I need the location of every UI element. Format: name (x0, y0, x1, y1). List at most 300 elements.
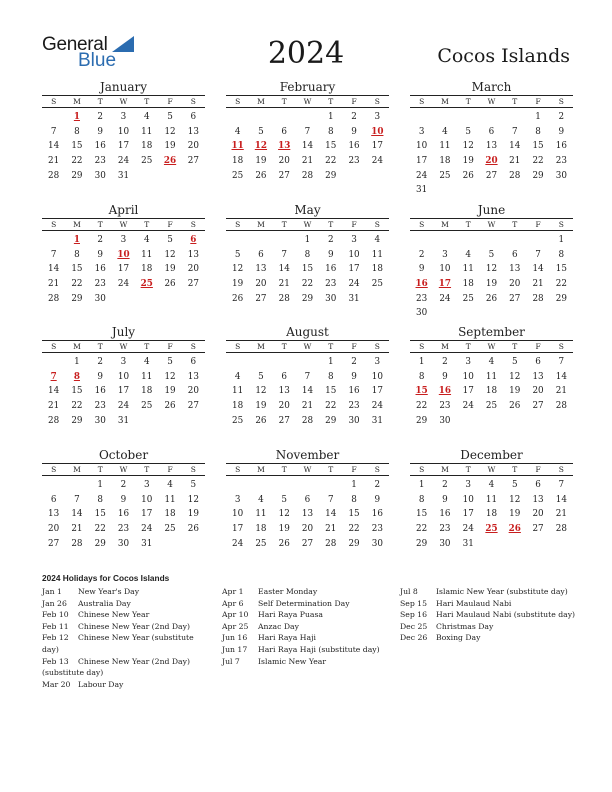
week-row (226, 355, 389, 370)
day-cell: 10 (117, 249, 130, 260)
day-cell: 2 (97, 357, 103, 367)
weekday-label: M (257, 97, 265, 106)
weekday-label: W (303, 342, 312, 351)
holiday-date: Feb 11 (42, 621, 69, 631)
day-cell: 17 (416, 156, 428, 167)
day-cell: 22 (301, 279, 314, 290)
day-cell: 22 (94, 524, 106, 535)
day-cell: 30 (348, 415, 360, 426)
day-cell: 13 (255, 264, 267, 275)
holiday-date: Jan 26 (42, 598, 67, 608)
weekday-header (226, 463, 389, 476)
day-cell: 19 (187, 509, 199, 520)
week-row (226, 370, 389, 385)
day-cell: 23 (117, 524, 130, 535)
day-cell: 20 (301, 524, 314, 535)
weekday-label: S (235, 342, 241, 351)
day-cell: 22 (325, 156, 337, 167)
weekday-label: T (465, 342, 471, 351)
day-cell: 26 (232, 293, 244, 304)
empty-day-cell (503, 414, 526, 429)
week-rows (42, 355, 205, 428)
day-cell: 12 (164, 249, 176, 260)
weekday-label: M (73, 465, 81, 474)
day-cell: 7 (304, 371, 311, 382)
day-cell: 15 (555, 264, 567, 275)
day-cell: 23 (416, 293, 428, 304)
day-cell: 3 (442, 249, 448, 260)
day-cell: 16 (325, 264, 337, 275)
day-cell: 27 (187, 156, 199, 167)
day-cell: 14 (48, 264, 60, 275)
week-row (226, 384, 389, 399)
month-name: August (286, 325, 329, 339)
day-cell: 5 (258, 126, 264, 137)
weekday-label: S (419, 220, 425, 229)
day-cell: 7 (50, 371, 57, 382)
day-cell: 30 (325, 293, 337, 304)
holiday-name: Labour Day (78, 679, 124, 689)
holiday-item (222, 644, 394, 656)
month-june (410, 203, 573, 321)
day-cell: 22 (71, 401, 83, 412)
week-rows (226, 478, 389, 551)
empty-day-cell (158, 169, 181, 184)
empty-day-cell (42, 355, 65, 370)
day-cell: 4 (143, 235, 150, 245)
week-row (226, 399, 389, 414)
day-cell: 31 (117, 170, 130, 181)
day-cell: 1 (418, 480, 425, 490)
week-row (226, 478, 389, 493)
day-cell: 27 (48, 538, 60, 549)
day-cell: 20 (255, 279, 267, 290)
day-cell: 1 (558, 235, 565, 245)
week-row (226, 292, 389, 307)
day-cell: 19 (255, 156, 267, 167)
week-row (42, 493, 205, 508)
holiday-item (222, 656, 394, 668)
week-row (42, 414, 205, 429)
day-cell: 2 (351, 357, 357, 367)
day-cell: 20 (485, 156, 498, 167)
day-cell: 3 (143, 480, 150, 490)
day-cell: 5 (511, 480, 518, 490)
day-cell: 4 (442, 126, 448, 137)
week-row (42, 355, 205, 370)
day-cell: 8 (97, 494, 103, 505)
day-cell: 25 (164, 524, 176, 535)
empty-day-cell (135, 414, 158, 429)
day-cell: 18 (462, 279, 474, 290)
day-cell: 18 (439, 156, 451, 167)
month-name: May (294, 203, 321, 217)
holiday-date: Apr 6 (222, 598, 244, 608)
day-cell: 31 (416, 185, 428, 196)
weekday-label: M (73, 220, 81, 229)
day-cell: 8 (304, 249, 311, 260)
day-cell: 22 (416, 524, 428, 535)
weekday-label: S (190, 342, 196, 351)
day-cell: 20 (48, 524, 60, 535)
day-cell: 1 (97, 480, 103, 490)
day-cell: 14 (325, 509, 337, 520)
day-cell: 18 (141, 386, 153, 397)
day-cell: 19 (485, 279, 498, 290)
holiday-date: Jun 17 (222, 644, 248, 654)
week-row (410, 522, 573, 537)
day-cell: 16 (415, 279, 428, 290)
day-cell: 27 (278, 415, 290, 426)
week-row (226, 537, 389, 552)
weekday-label: W (119, 220, 128, 229)
day-cell: 23 (94, 279, 106, 290)
week-row (226, 414, 389, 429)
day-cell: 8 (351, 494, 357, 505)
holiday-item (400, 598, 578, 610)
week-row (226, 233, 389, 248)
day-cell: 19 (255, 401, 267, 412)
week-row (410, 370, 573, 385)
holiday-column (42, 586, 212, 690)
day-cell: 21 (301, 156, 314, 167)
empty-day-cell (296, 355, 319, 370)
day-cell: 21 (509, 156, 521, 167)
day-cell: 25 (140, 279, 153, 290)
weekday-header (410, 340, 573, 353)
week-row (42, 139, 205, 154)
weekday-label: T (512, 342, 518, 351)
day-cell: 8 (327, 371, 334, 382)
week-row (410, 169, 573, 184)
month-october (42, 448, 205, 551)
day-cell: 8 (327, 126, 334, 137)
week-row (42, 277, 205, 292)
weekday-label: M (441, 342, 449, 351)
week-row (410, 493, 573, 508)
weekday-label: W (487, 342, 496, 351)
week-row (410, 384, 573, 399)
holiday-date: Feb 13 (42, 656, 69, 666)
empty-day-cell (526, 183, 549, 198)
day-cell: 23 (439, 524, 451, 535)
empty-day-cell (182, 537, 205, 552)
weekday-label: T (281, 97, 287, 106)
day-cell: 5 (167, 235, 173, 245)
day-cell: 12 (232, 264, 244, 275)
day-cell: 27 (485, 170, 498, 181)
day-cell: 28 (48, 415, 60, 426)
day-cell: 27 (301, 538, 314, 549)
empty-day-cell (503, 110, 526, 125)
day-cell: 14 (555, 371, 567, 382)
day-cell: 22 (532, 156, 544, 167)
day-cell: 30 (555, 170, 567, 181)
day-cell: 25 (141, 401, 153, 412)
weekday-label: T (465, 97, 471, 106)
day-cell: 13 (278, 141, 291, 152)
day-cell: 16 (348, 386, 360, 397)
day-cell: 11 (141, 126, 153, 137)
day-cell: 13 (48, 509, 60, 520)
weekday-label: S (374, 465, 380, 474)
week-row (410, 355, 573, 370)
day-cell: 25 (485, 524, 498, 535)
week-row (410, 262, 573, 277)
weekday-label: T (97, 342, 103, 351)
weekday-header (410, 95, 573, 108)
day-cell: 10 (462, 371, 474, 382)
country-name: Cocos Islands (437, 45, 570, 67)
weekday-label: W (119, 342, 128, 351)
day-cell: 11 (232, 386, 244, 397)
month-august (226, 325, 389, 428)
day-cell: 29 (532, 170, 544, 181)
empty-day-cell (182, 414, 205, 429)
calendar-year: 2024 (267, 36, 345, 71)
weekday-label: W (487, 97, 496, 106)
weekday-label: F (351, 342, 357, 351)
week-row (410, 248, 573, 263)
day-cell: 6 (281, 126, 287, 137)
day-cell: 11 (164, 494, 176, 505)
day-cell: 12 (462, 141, 474, 152)
day-cell: 13 (532, 371, 544, 382)
day-cell: 4 (234, 371, 241, 382)
day-cell: 10 (117, 371, 130, 382)
holiday-item (42, 586, 212, 598)
day-cell: 11 (231, 141, 244, 152)
day-cell: 14 (71, 509, 83, 520)
holiday-list-title: 2024 Holidays for Cocos Islands (42, 573, 170, 583)
day-cell: 5 (258, 371, 264, 382)
month-may (226, 203, 389, 306)
day-cell: 19 (164, 264, 176, 275)
weekday-label: T (144, 220, 150, 229)
day-cell: 6 (190, 357, 197, 367)
day-cell: 6 (281, 371, 287, 382)
day-cell: 25 (439, 170, 451, 181)
day-cell: 7 (50, 249, 57, 260)
day-cell: 16 (438, 386, 452, 397)
empty-day-cell (503, 537, 526, 552)
holiday-date: Jan 1 (42, 587, 62, 596)
day-cell: 20 (278, 401, 290, 412)
day-cell: 7 (511, 126, 518, 137)
day-cell: 24 (117, 401, 130, 412)
weekday-label: T (465, 465, 471, 474)
day-cell: 29 (348, 538, 360, 549)
empty-day-cell (226, 233, 249, 248)
day-cell: 1 (418, 357, 425, 367)
holiday-name: Australia Day (78, 598, 131, 608)
day-cell: 21 (48, 279, 60, 290)
empty-day-cell (249, 110, 272, 125)
day-cell: 25 (141, 156, 153, 167)
day-cell: 24 (141, 524, 153, 535)
day-cell: 2 (442, 480, 448, 490)
day-cell: 25 (371, 279, 383, 290)
day-cell: 14 (301, 141, 314, 152)
day-cell: 9 (97, 249, 103, 260)
day-cell: 24 (117, 279, 130, 290)
weekday-label: F (167, 97, 173, 106)
day-cell: 19 (164, 141, 176, 152)
holiday-column (222, 586, 394, 667)
holiday-item (400, 609, 578, 621)
day-cell: 12 (164, 126, 176, 137)
holiday-item (400, 632, 578, 644)
weekday-label: S (51, 342, 57, 351)
day-cell: 15 (532, 141, 544, 152)
holiday-item (400, 621, 578, 633)
empty-day-cell (65, 478, 88, 493)
empty-day-cell (526, 537, 549, 552)
holiday-date: Jul 8 (400, 587, 418, 596)
empty-day-cell (249, 233, 272, 248)
day-cell: 15 (71, 386, 83, 397)
weekday-label: W (487, 220, 496, 229)
holiday-date: Feb 12 (42, 633, 69, 643)
day-cell: 20 (187, 264, 199, 275)
weekday-label: T (144, 97, 150, 106)
weekday-label: M (441, 465, 449, 474)
day-cell: 13 (278, 386, 290, 397)
day-cell: 6 (511, 249, 518, 260)
day-cell: 2 (418, 249, 425, 260)
weekday-label: F (535, 465, 541, 474)
day-cell: 5 (488, 249, 495, 260)
day-cell: 12 (278, 509, 290, 520)
day-cell: 6 (535, 480, 541, 490)
empty-day-cell (480, 233, 503, 248)
empty-day-cell (526, 306, 549, 321)
day-cell: 19 (164, 386, 176, 397)
day-cell: 3 (418, 126, 425, 137)
empty-day-cell (226, 110, 249, 125)
empty-day-cell (273, 110, 296, 125)
week-row (410, 306, 573, 321)
day-cell: 4 (258, 494, 264, 505)
day-cell: 9 (442, 371, 448, 382)
week-rows (226, 233, 389, 306)
day-cell: 18 (164, 509, 176, 520)
empty-day-cell (319, 478, 342, 493)
holiday-name: Anzac Day (258, 621, 299, 631)
empty-day-cell (42, 478, 65, 493)
empty-day-cell (296, 478, 319, 493)
day-cell: 27 (255, 293, 267, 304)
empty-day-cell (503, 306, 526, 321)
day-cell: 22 (348, 524, 360, 535)
month-name: September (458, 325, 525, 339)
holiday-item (42, 656, 212, 679)
day-cell: 11 (439, 141, 451, 152)
weekday-label: T (281, 465, 287, 474)
day-cell: 15 (416, 509, 428, 520)
day-cell: 28 (71, 538, 83, 549)
holiday-name: Hari Raya Puasa (258, 610, 324, 620)
holiday-item (400, 586, 578, 598)
day-cell: 21 (555, 386, 567, 397)
day-cell: 28 (555, 524, 567, 535)
day-cell: 25 (232, 170, 244, 181)
weekday-label: S (51, 97, 57, 106)
day-cell: 4 (374, 235, 381, 245)
week-row (226, 139, 389, 154)
week-rows (410, 355, 573, 428)
holiday-name: Easter Monday (258, 587, 318, 596)
week-row (42, 507, 205, 522)
day-cell: 28 (532, 293, 544, 304)
month-name: April (108, 203, 139, 217)
day-cell: 10 (462, 494, 474, 505)
month-september (410, 325, 573, 428)
weekday-label: M (441, 97, 449, 106)
day-cell: 20 (532, 509, 544, 520)
day-cell: 8 (74, 126, 80, 137)
day-cell: 18 (141, 141, 153, 152)
week-rows (410, 110, 573, 198)
day-cell: 2 (97, 235, 103, 245)
day-cell: 18 (255, 524, 267, 535)
weekday-label: T (281, 342, 287, 351)
day-cell: 9 (558, 126, 565, 137)
day-cell: 9 (351, 126, 357, 137)
empty-day-cell (112, 292, 135, 307)
day-cell: 29 (301, 293, 314, 304)
day-cell: 9 (418, 264, 425, 275)
week-row (410, 277, 573, 292)
day-cell: 4 (143, 357, 150, 367)
day-cell: 10 (371, 371, 383, 382)
day-cell: 15 (348, 509, 360, 520)
day-cell: 20 (509, 279, 521, 290)
empty-day-cell (273, 355, 296, 370)
empty-day-cell (550, 537, 573, 552)
holiday-item (42, 598, 212, 610)
day-cell: 1 (351, 480, 357, 490)
weekday-label: T (97, 97, 103, 106)
day-cell: 26 (508, 524, 521, 535)
day-cell: 15 (71, 264, 83, 275)
weekday-header (42, 463, 205, 476)
holiday-item (222, 632, 394, 644)
day-cell: 14 (555, 494, 567, 505)
day-cell: 6 (258, 249, 264, 260)
day-cell: 27 (532, 524, 544, 535)
day-cell: 24 (439, 293, 451, 304)
day-cell: 5 (167, 357, 173, 367)
weekday-label: F (535, 342, 541, 351)
weekday-label: F (167, 465, 173, 474)
day-cell: 21 (325, 524, 337, 535)
week-rows (410, 478, 573, 551)
day-cell: 7 (74, 494, 80, 505)
day-cell: 16 (94, 264, 106, 275)
empty-day-cell (433, 110, 456, 125)
day-cell: 27 (278, 170, 290, 181)
day-cell: 27 (187, 401, 199, 412)
weekday-label: M (441, 220, 449, 229)
weekday-header (410, 463, 573, 476)
month-december (410, 448, 573, 551)
week-row (42, 522, 205, 537)
empty-day-cell (457, 414, 480, 429)
month-november (226, 448, 389, 551)
day-cell: 26 (278, 538, 290, 549)
day-cell: 8 (535, 126, 541, 137)
